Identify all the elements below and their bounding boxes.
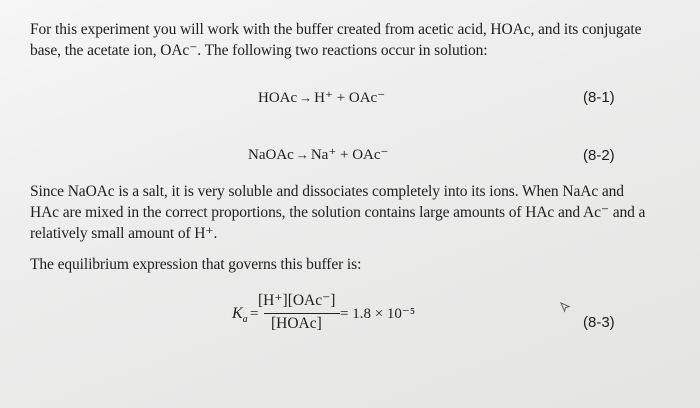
equation-number-8-1: (8-1) <box>583 89 615 106</box>
intro-paragraph: For this experiment you will work with the buffer created from acetic acid, HOAc, and its conjugate base, the acetate ion, OAc⁻. The following two reactions occur in solution: <box>30 21 642 59</box>
fraction-denominator: [HOAc] <box>271 315 322 332</box>
eq2-reactant: NaOAc <box>248 147 294 163</box>
equation-number-8-2: (8-2) <box>583 147 615 164</box>
equation-number-8-3: (8-3) <box>583 314 615 331</box>
equilibrium-intro-line: The equilibrium expression that governs this buffer is: <box>30 256 362 273</box>
equals-sign: = <box>250 306 259 322</box>
ka-symbol: $K_a$ <box>232 305 248 326</box>
reaction-arrow-icon: → <box>299 90 313 105</box>
fraction-numerator: [H⁺][OAc⁻] <box>258 292 336 309</box>
ka-value: = 1.8 × 10⁻⁵ <box>340 306 416 322</box>
mouse-pointer-icon <box>560 302 571 313</box>
equation-8-2 <box>248 145 388 164</box>
salt-explanation-paragraph: Since NaOAc is a salt, it is very soluble and dissociates completely into its ions. When NaAc and HAc are mixed in the correct proportions, the solution contains large amounts of HAc and Ac⁻ and a relatively small amount of H⁺. <box>30 183 646 242</box>
equation-8-1 <box>258 88 385 107</box>
eq1-products: H⁺ + OAc⁻ <box>314 90 386 106</box>
reaction-arrow-icon: → <box>295 147 309 162</box>
eq2-products: Na⁺ + OAc⁻ <box>310 147 389 163</box>
eq1-reactant: HOAc <box>258 90 298 106</box>
